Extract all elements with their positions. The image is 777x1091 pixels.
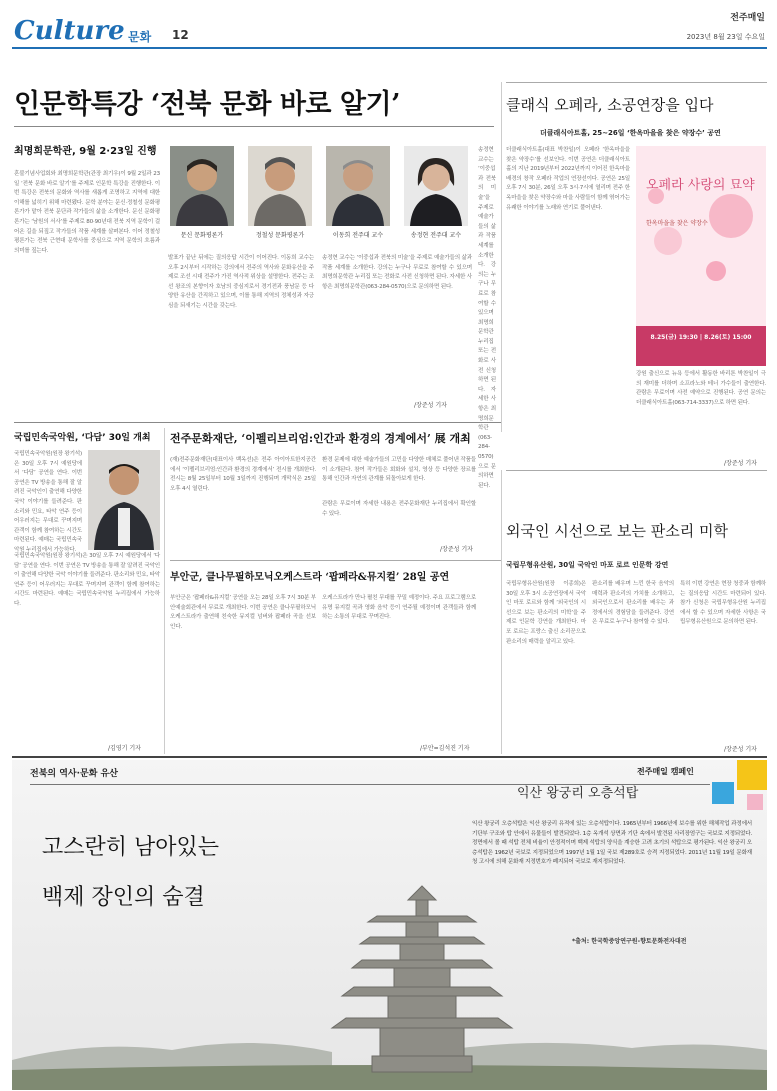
row-rule — [14, 422, 501, 423]
column-divider — [501, 470, 502, 754]
portrait-photo — [404, 146, 468, 226]
opera-side-text: 강원 출신으로 뉴욕 등에서 활동한 바리톤 박찬일이 극의 재미를 더하며 소프라노와 테너 가수들이 출연한다. 관람은 무료이며 사전 예약으로 진행된다. 공연 문의는 더클래식아트홀(063-714-3337)으로 하면 된다. — [636, 371, 766, 406]
ecology-body-col1: (재)전주문화재단(대표이사 백옥선)은 전주 아이아트한지공간에서 ‘이펠리브리엄:인간과 환경의 경계에서’ 전시를 개최한다. 전시는 8월 25일부터 10월 3일까지 진행되며 개막식은 25일 오후 4시 열린다. — [170, 457, 316, 492]
music-body-col1: 부안군은 ‘팝페라&뮤지컬’ 공연을 오는 28일 오후 7시 30분 부안예술회관에서 무료로 개최한다. 이번 공연은 클나무필하모닉오케스트라가 출연해 친숙한 뮤지컬 넘버와 팝페라 곡을 선보인다. — [170, 595, 317, 630]
campaign-subject: 익산 왕궁리 오층석탑 — [517, 786, 639, 801]
campaign-title-line2: 백제 장인의 숨결 — [42, 885, 205, 910]
article1-body-col3: 송정현 교수는 ‘이중섭과 전북의 미술’을 주제로 예술가들의 삶과 작품 세계를 소개한다. 강의는 누구나 무료로 참여할 수 있으며 최명희문학관 누리집 또는 전화로 사전 신청하면 된다. 자세한 사항은 최명희문학관(063-284-0570)으로 문의하면 된다. — [322, 255, 472, 290]
column-divider — [164, 428, 165, 754]
campaign-series: 전북의 역사·문화 유산 — [30, 769, 118, 779]
article1-headline: 인문학특강 ‘전북 문화 바로 알기’ — [14, 89, 400, 120]
opera-headline: 클래식 오페라, 소공연장을 입다 — [506, 96, 714, 114]
headline-underline — [14, 126, 494, 127]
portrait-caption: 이동희 전주대 교수 — [332, 232, 384, 239]
music-byline: /부안=김석진 기자 — [420, 745, 470, 752]
campaign-box — [12, 760, 767, 1090]
article1-body-col1: 혼불기념사업회와 최명희문학관(관장 최기우)이 9월 2일과 23일 ‘전북 문화 바로 알기’를 주제로 인문학 특강을 진행한다. 이번 특강은 전북의 문화와 역사를 새롭게 조명하고 지역에 대한 이해를 넓히기 위해 마련됐다. 문학 분야는 문신·정철성 문화평론가가 맡아 전북 문단과 작가들의 삶을 소개한다. 문신 문화평론가는 ‘남원의 서사’를 주제로 80·90년대 전북 지역 문학이 걸어온 길을 되짚고 작가들의 작품 세계를 살펴본다. 이어 정철성 평론가는 전북 근현대 문학사를 중심으로 지역 문학의 흐름과 의미를 짚는다. — [14, 171, 160, 254]
foreign-subhead: 국립무형유산원, 30일 국악인 마포 로르 인문학 강연 — [506, 561, 669, 569]
damda-byline: /김영기 기자 — [108, 745, 141, 752]
portrait-caption: 정철성 문화평론가 — [255, 232, 305, 239]
foreign-body-col1: 국립무형유산원(원장 이종희)은 30일 오후 3시 소공연장에서 국악인 마포 로르와 함께 ‘외국인의 시선으로 보는 판소리의 미학’을 주제로 인문학 강연을 개최한다. 마포 로르는 프랑스 출신 소리꾼으로 판소리의 매력을 알리고 있다. — [506, 581, 586, 645]
poster-title: 오페라 사랑의 묘약 — [646, 178, 755, 193]
performer-photo — [88, 450, 160, 550]
issue-date: 2023년 8월 23일 수요일 — [686, 33, 765, 41]
paper-name: 전주매일 — [730, 13, 765, 23]
portrait-caption: 송정현 전주대 교수 — [410, 232, 462, 239]
portrait-photo — [170, 146, 234, 226]
campaign-source: *출처: 한국학중앙연구원-향토문화전자대전 — [572, 938, 687, 945]
article1-body-col2: 발표가 끝난 뒤에는 질의응답 시간이 이어진다. 이동희 교수는 오후 2시부터 시작하는 강의에서 전주의 역사와 문화유산을 주제로 조선 시대 전주가 가진 역사적 위상을 설명한다. 전주는 조선 왕조의 본향이자 호남의 중심지로서 경기전과 풍남문 등 다양한 유산을 간직하고 있으며, 이를 통해 지역의 정체성과 자긍심을 되새기는 시간을 갖는다. — [168, 255, 314, 309]
damda-headline: 국립민속국악원, ‘다담’ 30일 개최 — [14, 433, 151, 443]
section-header — [12, 10, 767, 50]
column-divider — [501, 82, 502, 432]
article1-subhead: 최명희문학관, 9월 2·23일 진행 — [14, 146, 157, 157]
campaign-top-rule — [12, 756, 767, 758]
poster-subtitle: 한옥마을을 찾은 약장수 — [646, 220, 708, 227]
portrait-photo — [248, 146, 312, 226]
portrait-photo — [326, 146, 390, 226]
article1-body-col3-top: 송정현 교수는 ‘이중섭과 전북의 미술’을 주제로 예술가들의 삶과 작품 세계를 소개한다. 강의는 누구나 무료로 참여할 수 있으며 최명희문학관 누리집 또는 전화로 사전 신청하면 된다. 자세한 사항은 최명희문학관(063-284-0570)으로 문의하면 된다. — [478, 147, 496, 489]
foreign-headline: 외국인 시선으로 보는 판소리 미학 — [506, 522, 728, 540]
campaign-tag: 전주매일 캠페인 — [637, 767, 694, 776]
foreign-top-rule — [506, 470, 767, 471]
opera-subhead: 더클래식아트홀, 25~26일 ‘한옥마을을 찾은 약장수’ 공연 — [540, 129, 721, 137]
section-title-ko: 문화 — [128, 30, 152, 44]
page-number: 12 — [172, 28, 189, 42]
foreign-body-col3: 특히 이번 강연은 현장 청중과 함께하는 질의응답 시간도 마련되어 있다. 참가 신청은 국립무형유산원 누리집에서 할 수 있으며 자세한 사항은 국립무형유산원으로 문의하면 된다. — [680, 581, 766, 626]
damda-body: 국립민속국악원(원장 왕기석)은 30일 오후 7시 예원당에서 ‘다담’ 공연을 연다. 이번 공연은 TV 방송을 통해 잘 알려진 국악인이 출연해 다양한 국악 이야기를 들려준다. 판소리와 민요, 타악 연주 등이 어우러지는 무대로 꾸며지며 관객이 함께 참여하는 시간도 마련된다. 예매는 국립민속국악원 누리집에서 가능하다. — [14, 553, 160, 607]
opera-body: 더클래식아트홀(대표 박찬일)이 오페라 ‘한옥마을을 찾은 약장수’를 선보인다. 이번 공연은 더클래식아트홀의 지난 2019년부터 2022년까지 이어진 한옥마을 배경의 창작 오페라 작업의 연장선이다. 공연은 25일 오후 7시 30분, 26일 오후 3시·7시에 열리며 전주 한옥마을을 찾은 약장수와 마을 사람들이 함께 엮어가는 유쾌한 이야기를 노래와 연기로 풀어낸다. — [506, 147, 630, 211]
opera-byline: /장준성 기자 — [724, 460, 757, 467]
ecology-body-col3: 관람은 무료이며 자세한 내용은 전주문화재단 누리집에서 확인할 수 있다. — [322, 501, 476, 517]
campaign-title-line1: 고스란히 남아있는 — [42, 835, 220, 860]
ecology-body-col2: 환경 문제에 대한 예술가들의 고민을 다양한 매체로 풀어낸 작품들이 소개된다. 참여 작가들은 회화와 설치, 영상 등 다양한 장르를 통해 인간과 자연의 관계를 되돌아보게 한다. — [322, 457, 476, 483]
portrait-caption: 문신 문화평론가 — [180, 232, 224, 239]
foreign-body-col2: 판소리를 배우며 느낀 한국 음악의 매력과 판소리의 가치를 소개하고, 외국인으로서 판소리를 배우는 과정에서의 경험담을 들려준다. 강연은 무료로 누구나 참여할 수 있다. — [592, 581, 674, 626]
music-body-col2: 오케스트라가 만나 펼친 무대를 꾸밀 예정이다. 주요 프로그램으로 유명 뮤지컬 곡과 영화 음악 등이 연주될 예정이며 관객들과 함께하는 소통의 무대로 꾸며진다. — [322, 595, 476, 621]
portrait-row — [168, 146, 474, 250]
opera-top-rule — [506, 82, 767, 83]
section-title: Culture — [14, 16, 125, 46]
damda-body-top: 국립민속국악원(원장 왕기석)은 30일 오후 7시 예원당에서 ‘다담’ 공연을 연다. 이번 공연은 TV 방송을 통해 잘 알려진 국악인이 출연해 다양한 국악 이야기를 들려준다. 판소리와 민요, 타악 연주 등이 어우러지는 무대로 꾸며지며 관객이 함께 참여하는 시간도 마련된다. 예매는 국립민속국악원 누리집에서 가능하다. — [14, 451, 82, 553]
ecology-byline: /장준성 기자 — [440, 546, 473, 553]
foreign-byline: /장준성 기자 — [724, 746, 757, 753]
article1-byline: /장준성 기자 — [414, 402, 447, 409]
poster-info: 8.25(금) 19:30 | 8.26(토) 15:00 — [650, 334, 752, 341]
music-headline: 부안군, 클나무필하모닉오케스트라 ‘팝페라&뮤지컬’ 28일 공연 — [170, 572, 450, 583]
campaign-body: 익산 왕궁리 오층석탑은 익산 왕궁리 유적에 있는 오층석탑이다. 1965년부터 1966년에 보수를 위한 해체작업 과정에서 기단부 구조와 탑 안에서 유물들이 발견되었다. 1층 옥개석 상면과 기단 속에서 발견된 사리장엄구는 국보로 지정되었다. 정면에서 볼 때 석탑 전체 비율이 안정적이며 백제 석탑의 양식을 계승한 고려 초기의 석탑으로 평가된다. 익산 왕궁리 오층석탑은 1962년 국보로 지정되었으며 1997년 1월 1일 국보 제289호로 승격 지정되었다. 2011년 11월 19일 문화재청 고시에 의해 문화재 지정번호가 폐지되어 국보로 재지정되었다. — [472, 821, 752, 866]
ecology-headline: 전주문화재단, ‘이펠리브리엄:인간과 환경의 경계에서’ 展 개최 — [170, 432, 471, 445]
header-rule — [12, 47, 767, 49]
row-rule — [170, 560, 501, 561]
opera-poster — [636, 146, 766, 366]
